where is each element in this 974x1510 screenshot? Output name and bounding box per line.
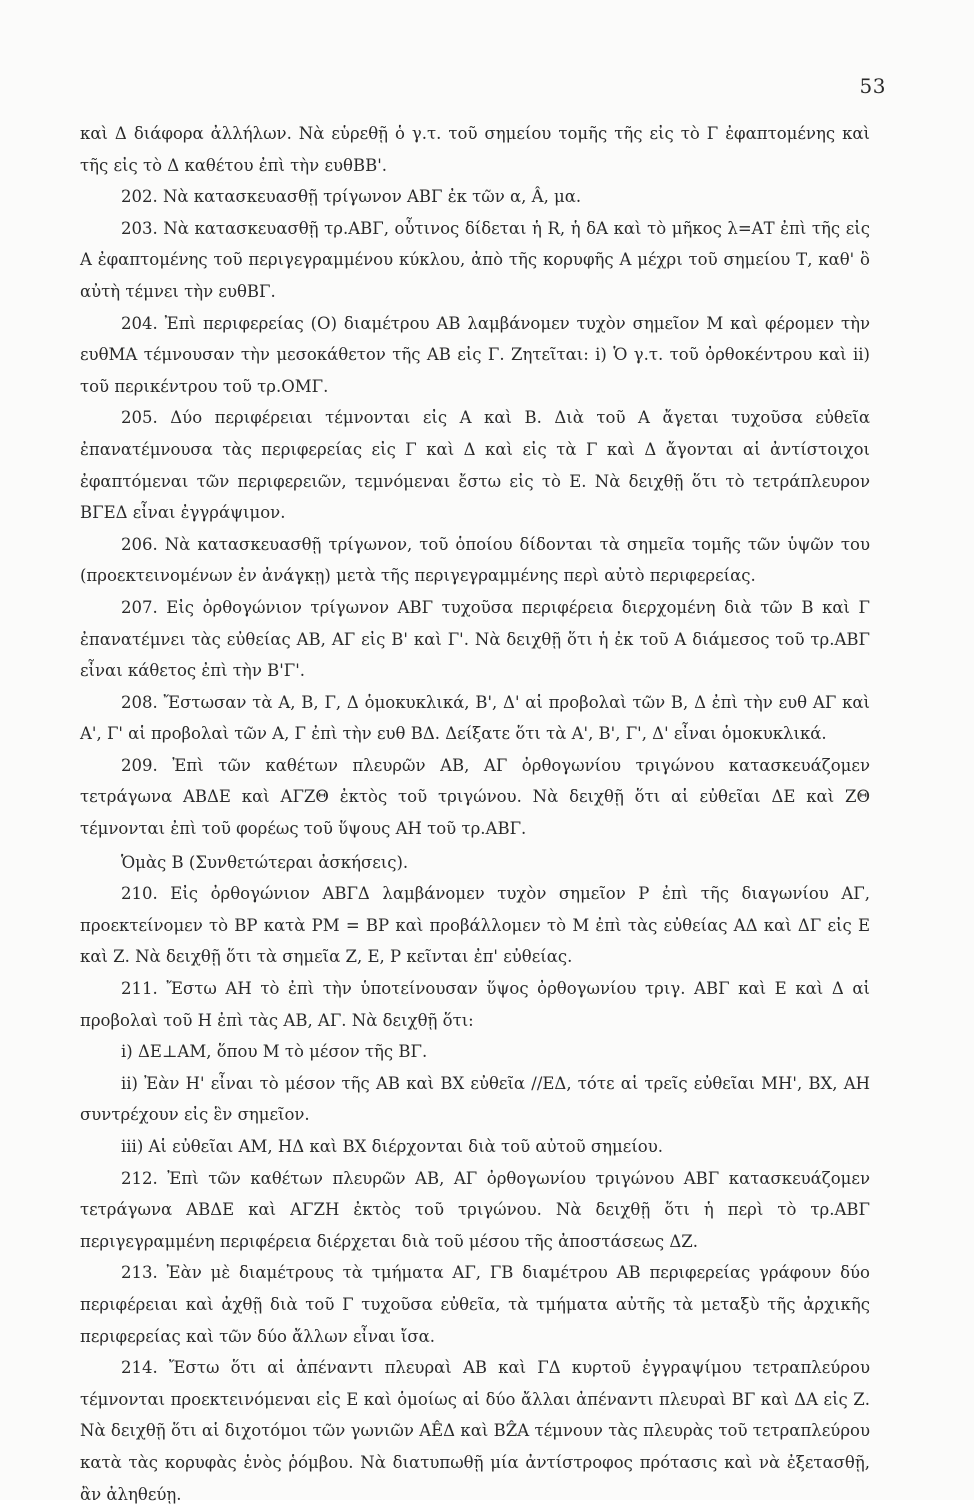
exercise-211-part-ii: ii) Ἐὰν Η' εἶναι τὸ μέσον τῆς ΑΒ καὶ ΒΧ εὐθεῖα //ΕΔ, τότε αἱ τρεῖς εὐθεῖαι ΜΗ', ΒΧ, ΑΗ συντρέχουν εἰς ἓν σημεῖον.	[80, 1073, 870, 1125]
page-number: 53	[859, 74, 886, 98]
exercise-209: 209. Ἐπὶ τῶν καθέτων πλευρῶν ΑΒ, ΑΓ ὀρθογωνίου τριγώνου κατασκευάζομεν τετράγωνα ΑΒΔΕ καὶ ΑΓΖΘ ἐκτὸς τοῦ τριγώνου. Νὰ δειχθῇ ὅτι αἱ εὐθεῖαι ΔΕ καὶ ΖΘ τέμνονται ἐπὶ τοῦ φορέως τοῦ ὕψους ΑΗ τοῦ τρ.ΑΒΓ.	[80, 755, 870, 839]
exercise-212: 212. Ἐπὶ τῶν καθέτων πλευρῶν ΑΒ, ΑΓ ὀρθογωνίου τριγώνου ΑΒΓ κατασκευάζομεν τετράγωνα ΑΒΔΕ καὶ ΑΓΖΗ ἐκτὸς τοῦ τριγώνου. Νὰ δειχθῇ ὅτι ἡ περὶ τὸ τρ.ΑΒΓ περιγεγραμμένη περιφέρεια διέρχεται διὰ τοῦ μέσου τῆς ἀποστάσεως ΔΖ.	[80, 1168, 870, 1251]
exercise-211: 211. Ἔστω ΑΗ τὸ ἐπὶ τὴν ὑποτείνουσαν ὕψος ὀρθογωνίου τριγ. ΑΒΓ καὶ Ε καὶ Δ αἱ προβολαὶ τοῦ Η ἐπὶ τὰς ΑΒ, ΑΓ. Νὰ δειχθῇ ὅτι:	[80, 979, 870, 1030]
exercise-202: 202. Νὰ κατασκευασθῇ τρίγωνον ΑΒΓ ἐκ τῶν α, Â, μα.	[121, 187, 582, 207]
page-body	[80, 118, 870, 1510]
exercise-206: 206. Νὰ κατασκευασθῇ τρίγωνον, τοῦ ὁποίου δίδονται τὰ σημεῖα τομῆς τῶν ὑψῶν του (προεκτεινομένων ἐν ἀνάγκῃ) μετὰ τῆς περιγεγραμμένης περὶ αὐτὸ περιφερείας.	[80, 534, 870, 586]
exercise-211-part-i: i) ΔΕ⊥ΑΜ, ὅπου Μ τὸ μέσον τῆς ΒΓ.	[121, 1042, 428, 1062]
exercise-203: 203. Νὰ κατασκευασθῇ τρ.ΑΒΓ, οὗτινος δίδεται ἡ R, ἡ δΑ καὶ τὸ μῆκος λ=ΑΤ ἐπὶ τῆς εἰς Α ἐφαπτομένης τοῦ περιγεγραμμένου κύκλου, ἀπὸ τῆς κορυφῆς Α μέχρι τοῦ σημείου Τ, καθ' ὃ αὐτὴ τέμνει τὴν ευθΒΓ.	[80, 218, 870, 301]
exercise-207: 207. Εἰς ὀρθογώνιον τρίγωνον ΑΒΓ τυχοῦσα περιφέρεια διερχομένη διὰ τῶν Β καὶ Γ ἐπανατέμνει τὰς εὐθείας ΑΒ, ΑΓ εἰς Β' καὶ Γ'. Νὰ δειχθῇ ὅτι ἡ ἐκ τοῦ Α διάμεσος τοῦ τρ.ΑΒΓ εἶναι κάθετος ἐπὶ τὴν Β'Γ'.	[80, 597, 870, 681]
exercise-208: 208. Ἔστωσαν τὰ Α, Β, Γ, Δ ὁμοκυκλικά, Β', Δ' αἱ προβολαὶ τῶν Β, Δ ἐπὶ τὴν ευθ ΑΓ καὶ Α', Γ' αἱ προβολαὶ τῶν Α, Γ ἐπὶ τὴν ευθ ΒΔ. Δείξατε ὅτι τὰ Α', Β', Γ', Δ' εἶναι ὁμοκυκλικά.	[80, 692, 870, 744]
exercise-210: 210. Εἰς ὀρθογώνιον ΑΒΓΔ λαμβάνομεν τυχὸν σημεῖον Ρ ἐπὶ τῆς διαγωνίου ΑΓ, προεκτείνομεν τὸ ΒΡ κατὰ ΡΜ = ΒΡ καὶ προβάλλομεν τὸ Μ ἐπὶ τὰς εὐθείας ΑΔ καὶ ΔΓ εἰς Ε καὶ Ζ. Νὰ δειχθῇ ὅτι τὰ σημεῖα Ζ, Ε, Ρ κεῖνται ἐπ' εὐθείας.	[80, 884, 870, 967]
exercise-213: 213. Ἐὰν μὲ διαμέτρους τὰ τμήματα ΑΓ, ΓΒ διαμέτρου ΑΒ περιφερείας γράφουν δύο περιφέρειαι καὶ ἀχθῇ διὰ τοῦ Γ τυχοῦσα εὐθεῖα, τὰ τμήματα αὐτῆς τὰ μεταξὺ τῆς ἀρχικῆς περιφερείας καὶ τῶν δύο ἄλλων εἶναι ἴσα.	[80, 1263, 870, 1346]
exercise-211-part-iii: iii) Αἱ εὐθεῖαι ΑΜ, ΗΔ καὶ ΒΧ διέρχονται διὰ τοῦ αὐτοῦ σημείου.	[121, 1137, 664, 1156]
paragraph-continuation: καὶ Δ διάφορα ἀλλήλων. Νὰ εὑρεθῇ ὁ γ.τ. τοῦ σημείου τομῆς τῆς εἰς τὸ Γ ἐφαπτομένης καὶ τῆς εἰς τὸ Δ καθέτου ἐπὶ τὴν ευθΒΒ'.	[80, 124, 870, 175]
group-b-heading: Ὁμὰς Β (Συνθετώτεραι ἀσκήσεις).	[121, 852, 409, 872]
exercise-204: 204. Ἐπὶ περιφερείας (Ο) διαμέτρου ΑΒ λαμβάνομεν τυχὸν σημεῖον Μ καὶ φέρομεν τὴν ευθΜΑ τέμνουσαν τὴν μεσοκάθετον τῆς ΑΒ εἰς Γ. Ζητεῖται: i) Ὁ γ.τ. τοῦ ὀρθοκέντρου καὶ ii) τοῦ περικέντρου τοῦ τρ.ΟΜΓ.	[80, 313, 870, 396]
exercise-205: 205. Δύο περιφέρειαι τέμνονται εἰς Α καὶ Β. Διὰ τοῦ Α ἄγεται τυχοῦσα εὐθεῖα ἐπανατέμνουσα τὰς περιφερείας εἰς Γ καὶ Δ καὶ εἰς τὰ Γ καὶ Δ ἄγονται αἱ ἀντίστοιχοι ἐφαπτόμεναι τῶν περιφερειῶν, τεμνόμεναι ἔστω εἰς τὸ Ε. Νὰ δειχθῇ ὅτι τὸ τετράπλευρον ΒΓΕΔ εἶναι ἐγγράψιμον.	[80, 408, 870, 523]
exercise-214: 214. Ἔστω ὅτι αἱ ἀπέναντι πλευραὶ ΑΒ καὶ ΓΔ κυρτοῦ ἐγγραψίμου τετραπλεύρου τέμνονται προεκτεινόμεναι εἰς Ε καὶ ὁμοίως αἱ δύο ἄλλαι ἀπέναντι πλευραὶ ΒΓ καὶ ΔΑ εἰς Ζ. Νὰ δειχθῇ ὅτι αἱ διχοτόμοι τῶν γωνιῶν ΑÊΔ καὶ ΒẐΑ τέμνουν τὰς πλευρὰς τοῦ τετραπλεύρου κατὰ τὰς κορυφὰς ἑνὸς ῥόμβου. Νὰ διατυπωθῇ μία ἀντίστροφος πρότασις καὶ νὰ ἐξετασθῇ, ἂν ἀληθεύῃ.	[80, 1358, 870, 1504]
